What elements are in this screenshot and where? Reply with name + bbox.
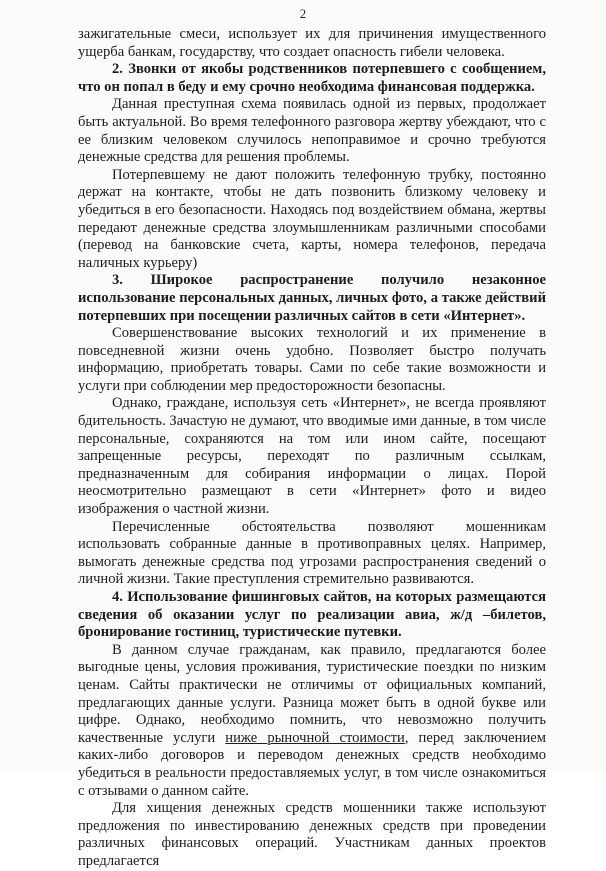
section-heading-3: 3. Широкое распространение получило незаконное использование персональных данных, личных фото, а также действий потерпевших при посещении различных сайтов в сети «Интернет». [78,272,546,324]
section-heading-4: 4. Использование фишинговых сайтов, на которых размещаются сведения об оказании услуг по реализации авиа, ж/д –билетов, бронирование гостиниц, туристические путевки. [78,589,546,641]
underlined-phrase: ниже рыночной стоимости [225,729,405,746]
paragraph: Однако, граждане, используя сеть «Интернет», не всегда проявляют бдительность. Зачастую не думают, что вводимые ими данные, в том числе персональные, сохраняются на том или ином сайте, посещают запрещенные ресурсы, переходят по различным ссылкам, предназначенным для собирания информации о лицах. Порой неосмотрительно размещают в сети «Интернет» фото и видео изображения о частной жизни. [78,395,546,518]
paragraph: Данная преступная схема появилась одной из первых, продолжает быть актуальной. Во время телефонного разговора жертву убеждают, что с ее близким человеком случилось непоправимое и срочно требуются денежные средства для решения проблемы. [78,96,546,166]
paragraph-intro-continuation: зажигательные смеси, использует их для причинения имущественного ущерба банкам, государству, что создает опасность гибели человека. [78,26,546,60]
paragraph-fishing-sites: В данном случае гражданам, как правило, предлагаются более выгодные цены, условия проживания, туристические поездки по низким ценам. Сайты практически не отличимы от официальных компаний, предлагающих данные услуги. Разница может быть в одной букве или цифре. Однако, необходимо помнить, что невозможно получить качественные услуги ниже рыночной стоимости, перед заключением каких-либо договоров и переводом денежных средств необходимо убедиться в реальности предоставляемых услуг, в том числе ознакомиться с отзывами о данном сайте. [78,641,546,799]
document-body [78,26,546,871]
section-heading-2: 2. Звонки от якобы родственников потерпевшего с сообщением, что он попал в беду и ему срочно необходима финансовая поддержка. [78,61,546,95]
paragraph: Совершенствование высоких технологий и их применение в повседневной жизни очень удобно. Позволяет быстро получать информацию, приобретать товары. Сами по себе такие возможности и услуги при соблюдении мер предосторожности безопасны. [78,325,546,394]
paragraph: Потерпевшему не дают положить телефонную трубку, постоянно держат на контакте, чтобы не дать позвонить близкому человеку и убедиться в его безопасности. Находясь под воздействием обмана, жертвы передают денежные средства злоумышленникам различными способами (перевод на банковские счета, карты, номера телефонов, передача наличных курьеру) [78,166,546,271]
page-number: 2 [299,6,307,21]
paragraph: Перечисленные обстоятельства позволяют мошенникам использовать собранные данные в противоправных целях. Например, вымогать денежные средства под угрозами распространения сведений о личной жизни. Такие преступления стремительно развиваются. [78,518,546,588]
paragraph-investment-scams: Для хищения денежных средств мошенники также используют предложения по инвестированию денежных средств при проведении различных финансовых операций. Участникам данных проектов предлагается [78,800,546,869]
